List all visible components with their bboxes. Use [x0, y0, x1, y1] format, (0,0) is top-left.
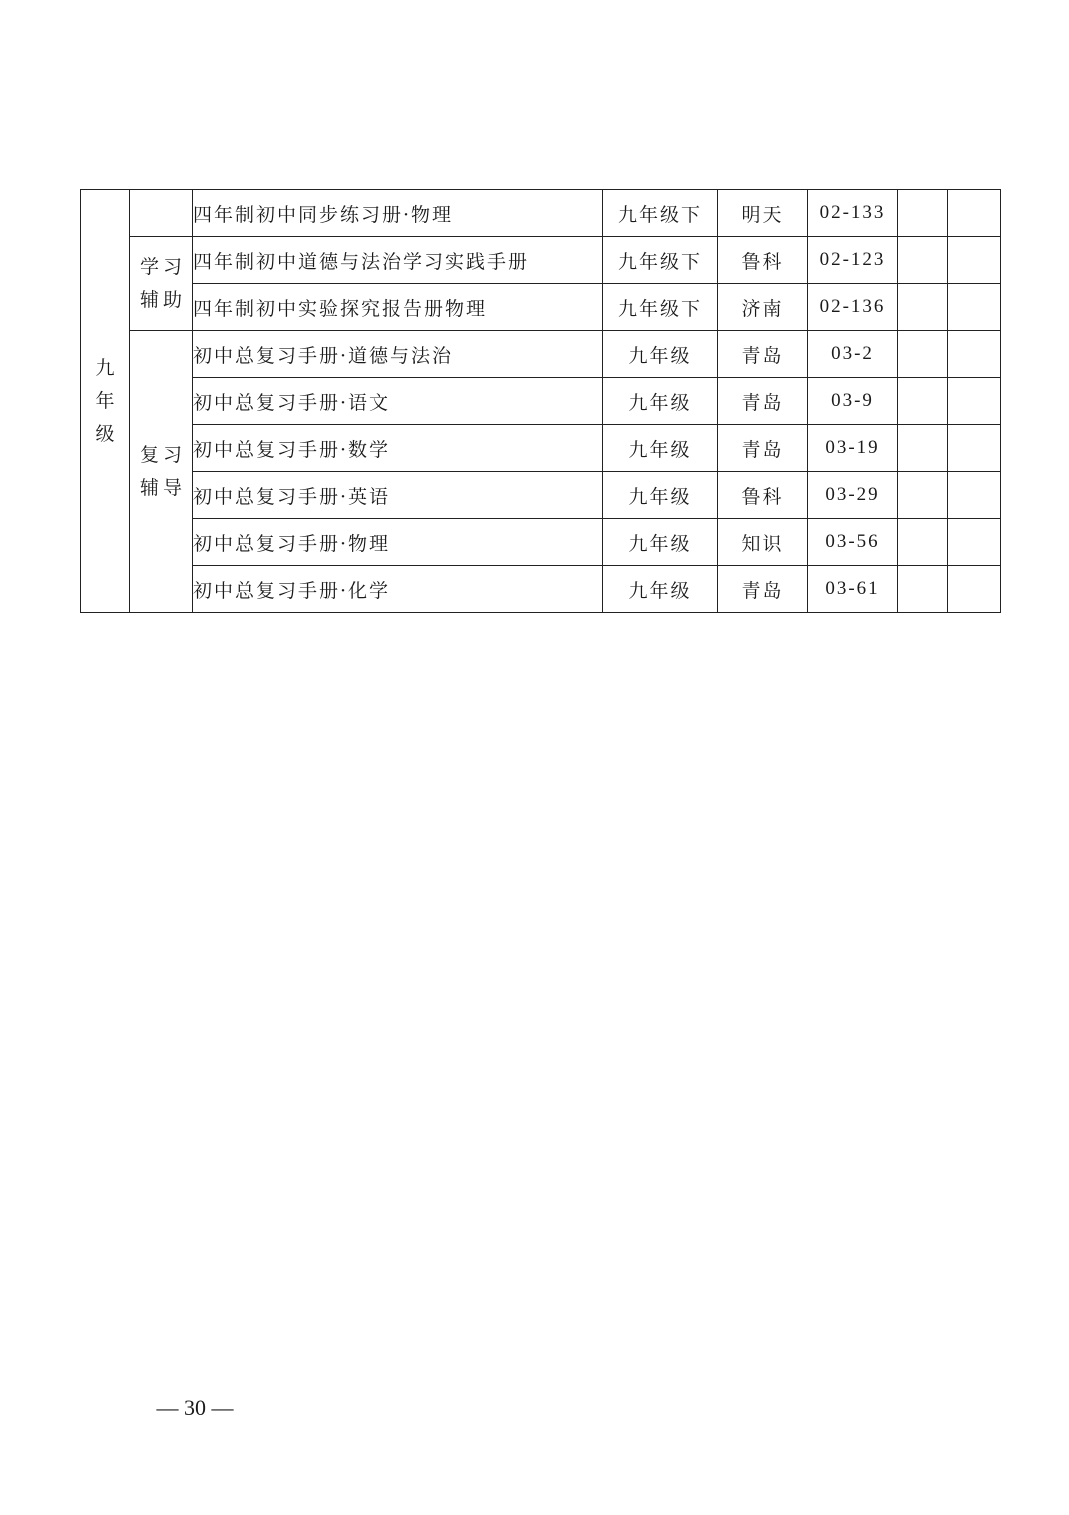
book-code: 03-29: [808, 472, 898, 519]
book-grade: 九年级: [603, 519, 718, 566]
book-publisher: 明天: [718, 190, 808, 237]
book-code: 03-2: [808, 331, 898, 378]
grade-group-cell: [81, 190, 130, 613]
category-label: 复习辅导: [140, 443, 187, 499]
category-cell-review-guide: [130, 331, 193, 613]
grade-group-label: 九年级: [95, 356, 115, 445]
empty-cell: [948, 284, 1001, 331]
book-grade: 九年级: [603, 331, 718, 378]
book-publisher: 济南: [718, 284, 808, 331]
book-grade: 九年级: [603, 566, 718, 613]
book-title: 四年制初中同步练习册·物理: [193, 190, 603, 237]
category-label: 学习辅助: [140, 255, 187, 311]
empty-cell: [898, 425, 948, 472]
book-code: 03-61: [808, 566, 898, 613]
textbook-table: [80, 189, 1001, 613]
book-grade: 九年级: [603, 425, 718, 472]
empty-cell: [948, 331, 1001, 378]
empty-cell: [948, 566, 1001, 613]
empty-cell: [898, 519, 948, 566]
empty-cell: [948, 425, 1001, 472]
book-grade: 九年级下: [603, 190, 718, 237]
table-row: [81, 519, 1001, 566]
empty-cell: [898, 284, 948, 331]
book-title: 初中总复习手册·物理: [193, 519, 603, 566]
empty-cell: [898, 331, 948, 378]
book-title: 四年制初中道德与法治学习实践手册: [193, 237, 603, 284]
table-row: [81, 284, 1001, 331]
book-code: 02-123: [808, 237, 898, 284]
book-title: 初中总复习手册·数学: [193, 425, 603, 472]
book-code: 02-136: [808, 284, 898, 331]
book-code: 02-133: [808, 190, 898, 237]
book-publisher: 知识: [718, 519, 808, 566]
book-grade: 九年级下: [603, 237, 718, 284]
table-row: [81, 237, 1001, 284]
book-title: 初中总复习手册·英语: [193, 472, 603, 519]
book-publisher: 青岛: [718, 566, 808, 613]
category-cell-empty: [130, 190, 193, 237]
book-title: 初中总复习手册·道德与法治: [193, 331, 603, 378]
book-publisher: 青岛: [718, 331, 808, 378]
empty-cell: [948, 378, 1001, 425]
book-publisher: 鲁科: [718, 237, 808, 284]
table-row: [81, 190, 1001, 237]
book-publisher: 鲁科: [718, 472, 808, 519]
table-row: [81, 378, 1001, 425]
book-title: 初中总复习手册·语文: [193, 378, 603, 425]
book-title: 四年制初中实验探究报告册物理: [193, 284, 603, 331]
empty-cell: [948, 237, 1001, 284]
book-code: 03-9: [808, 378, 898, 425]
book-publisher: 青岛: [718, 378, 808, 425]
empty-cell: [898, 378, 948, 425]
book-grade: 九年级: [603, 378, 718, 425]
book-code: 03-56: [808, 519, 898, 566]
table-row: [81, 425, 1001, 472]
book-code: 03-19: [808, 425, 898, 472]
empty-cell: [898, 566, 948, 613]
book-title: 初中总复习手册·化学: [193, 566, 603, 613]
book-grade: 九年级: [603, 472, 718, 519]
book-publisher: 青岛: [718, 425, 808, 472]
table-row: [81, 566, 1001, 613]
empty-cell: [898, 472, 948, 519]
book-grade: 九年级下: [603, 284, 718, 331]
empty-cell: [948, 472, 1001, 519]
empty-cell: [948, 190, 1001, 237]
empty-cell: [898, 190, 948, 237]
empty-cell: [948, 519, 1001, 566]
page-number: — 30 —: [156, 1395, 234, 1420]
table-row: [81, 472, 1001, 519]
table-row: [81, 331, 1001, 378]
empty-cell: [898, 237, 948, 284]
category-cell-study-aid: [130, 237, 193, 331]
